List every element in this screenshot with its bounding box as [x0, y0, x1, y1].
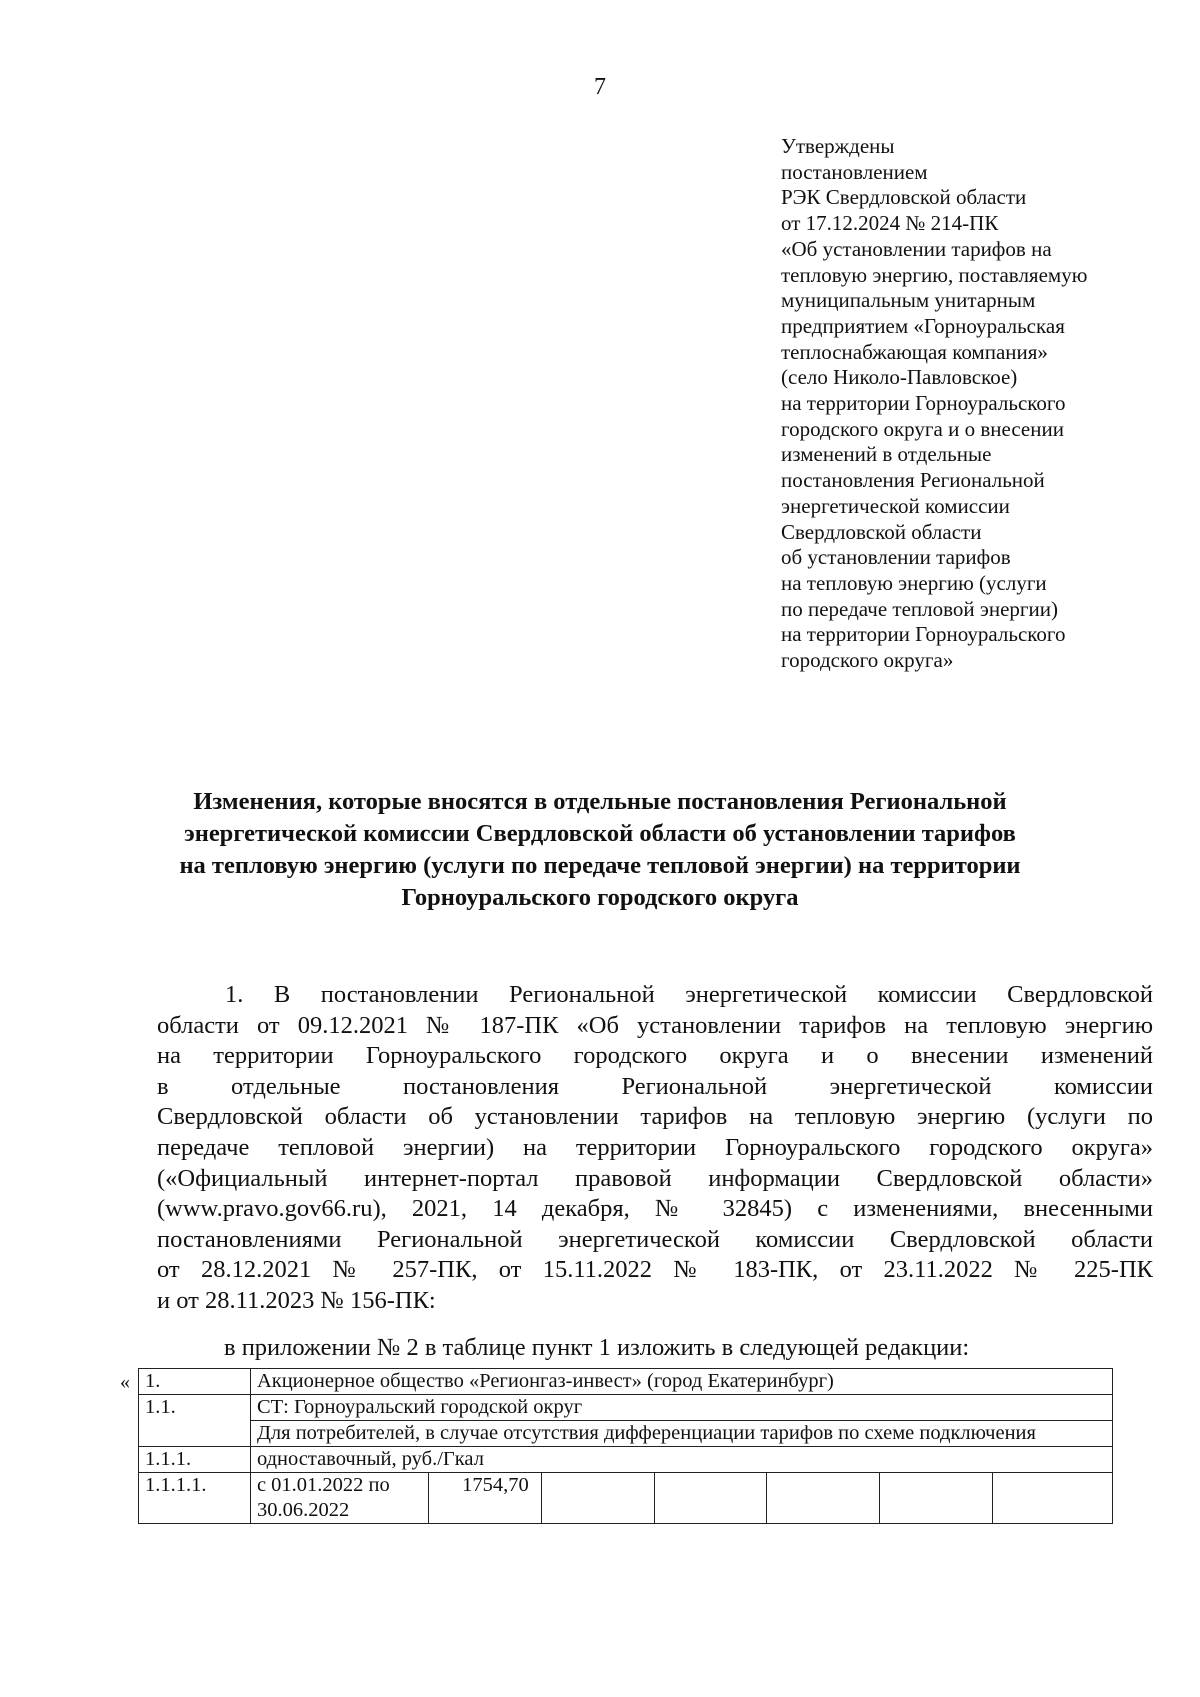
opening-quote: « — [120, 1371, 130, 1393]
system-name: СТ: Горноуральский городской округ — [250, 1395, 1112, 1421]
approval-line: (село Николо-Павловское) — [781, 365, 1018, 390]
heading-line: Горноуральского городского округа — [401, 884, 799, 911]
approval-line: «Об установлении тарифов на — [781, 236, 1052, 261]
approval-line: муниципальным унитарным — [781, 288, 1036, 313]
paragraph-line: и от 28.11.2023 № 156-ПК: — [157, 1286, 436, 1314]
approval-line: на тепловую энергию (услуги — [781, 570, 1047, 595]
table-row — [139, 1421, 1113, 1447]
tariff-type: одноставочный, руб./Гкал — [250, 1447, 1112, 1473]
empty-cell — [880, 1473, 993, 1524]
paragraph-line: постановлениями Региональной энергетической комиссии Свердловской области — [157, 1225, 1153, 1253]
approval-line: предприятием «Горноуральская — [781, 313, 1065, 338]
paragraph-line: Свердловской области об установлении тарифов на тепловую энергию (услуги по — [157, 1103, 1153, 1131]
approval-line: по передаче тепловой энергии) — [781, 596, 1059, 621]
approval-block — [781, 134, 1181, 674]
approval-line: энергетической комиссии — [781, 493, 1010, 518]
heading-line: Изменения, которые вносятся в отдельные постановления Региональной — [193, 788, 1007, 815]
approval-line: РЭК Свердловской области — [781, 185, 1027, 210]
approval-line: об установлении тарифов — [781, 545, 1011, 570]
paragraph-line: («Официальный интернет-портал правовой информации Свердловской области» — [157, 1164, 1153, 1192]
row-number: 1. — [139, 1369, 251, 1395]
empty-cell — [654, 1473, 767, 1524]
approval-line: городского округа и о внесении — [781, 416, 1064, 441]
page-number: 7 — [594, 74, 606, 100]
paragraph-line: (www.pravo.gov66.ru), 2021, 14 декабря, № 32845) с изменениями, внесенными — [157, 1195, 1153, 1223]
empty-cell — [993, 1473, 1113, 1524]
paragraph-line: 1. В постановлении Региональной энергетической комиссии Свердловской — [225, 981, 1153, 1008]
row-number: 1.1.1.1. — [139, 1473, 251, 1524]
approval-line: Утверждены — [781, 134, 895, 158]
approval-line: Свердловской области — [781, 519, 982, 544]
approval-line: изменений в отдельные — [781, 442, 992, 467]
amendment-instruction: в приложении № 2 в таблице пункт 1 изложить в следующей редакции: — [224, 1334, 970, 1361]
main-paragraph — [157, 980, 1153, 1317]
paragraph-line: передаче тепловой энергии) на территории Горноуральского городского округа» — [157, 1133, 1153, 1161]
organization-name: Акционерное общество «Регионгаз-инвест» (город Екатеринбург) — [250, 1369, 1112, 1395]
approval-line: теплоснабжающая компания» — [781, 339, 1048, 364]
empty-cell — [767, 1473, 880, 1524]
table-row — [139, 1395, 1113, 1421]
approval-line: постановления Региональной — [781, 468, 1045, 493]
document-heading — [120, 786, 1080, 914]
heading-line: на тепловую энергию (услуги по передаче тепловой энергии) на территории — [179, 852, 1021, 879]
paragraph-line: в отдельные постановления Региональной энергетической комиссии — [157, 1072, 1153, 1100]
approval-line: от 17.12.2024 № 214-ПК — [781, 211, 999, 236]
tariff-table — [138, 1368, 1113, 1524]
approval-line: постановлением — [781, 159, 928, 184]
heading-line: энергетической комиссии Свердловской области об установлении тарифов — [184, 820, 1016, 847]
table-row — [139, 1369, 1113, 1395]
consumer-group: Для потребителей, в случае отсутствия дифференциации тарифов по схеме подключения — [250, 1421, 1112, 1447]
paragraph-line: от 28.12.2021 № 257-ПК, от 15.11.2022 № 183-ПК, от 23.11.2022 № 225-ПК — [157, 1256, 1153, 1284]
paragraph-line: области от 09.12.2021 № 187-ПК «Об установлении тарифов на тепловую энергию — [157, 1011, 1153, 1039]
paragraph-line: на территории Горноуральского городского округа и о внесении изменений — [157, 1042, 1153, 1070]
table-row — [139, 1473, 1113, 1524]
row-number: 1.1.1. — [139, 1447, 251, 1473]
approval-line: на территории Горноуральского — [781, 622, 1066, 647]
approval-line: городского округа» — [781, 648, 954, 673]
approval-line: на территории Горноуральского — [781, 391, 1066, 416]
row-number: 1.1. — [139, 1395, 251, 1447]
approval-line: тепловую энергию, поставляемую — [781, 262, 1088, 287]
empty-cell — [541, 1473, 654, 1524]
tariff-period: с 01.01.2022 по 30.06.2022 — [250, 1473, 428, 1524]
tariff-value: 1754,70 — [428, 1473, 541, 1524]
table-row — [139, 1447, 1113, 1473]
